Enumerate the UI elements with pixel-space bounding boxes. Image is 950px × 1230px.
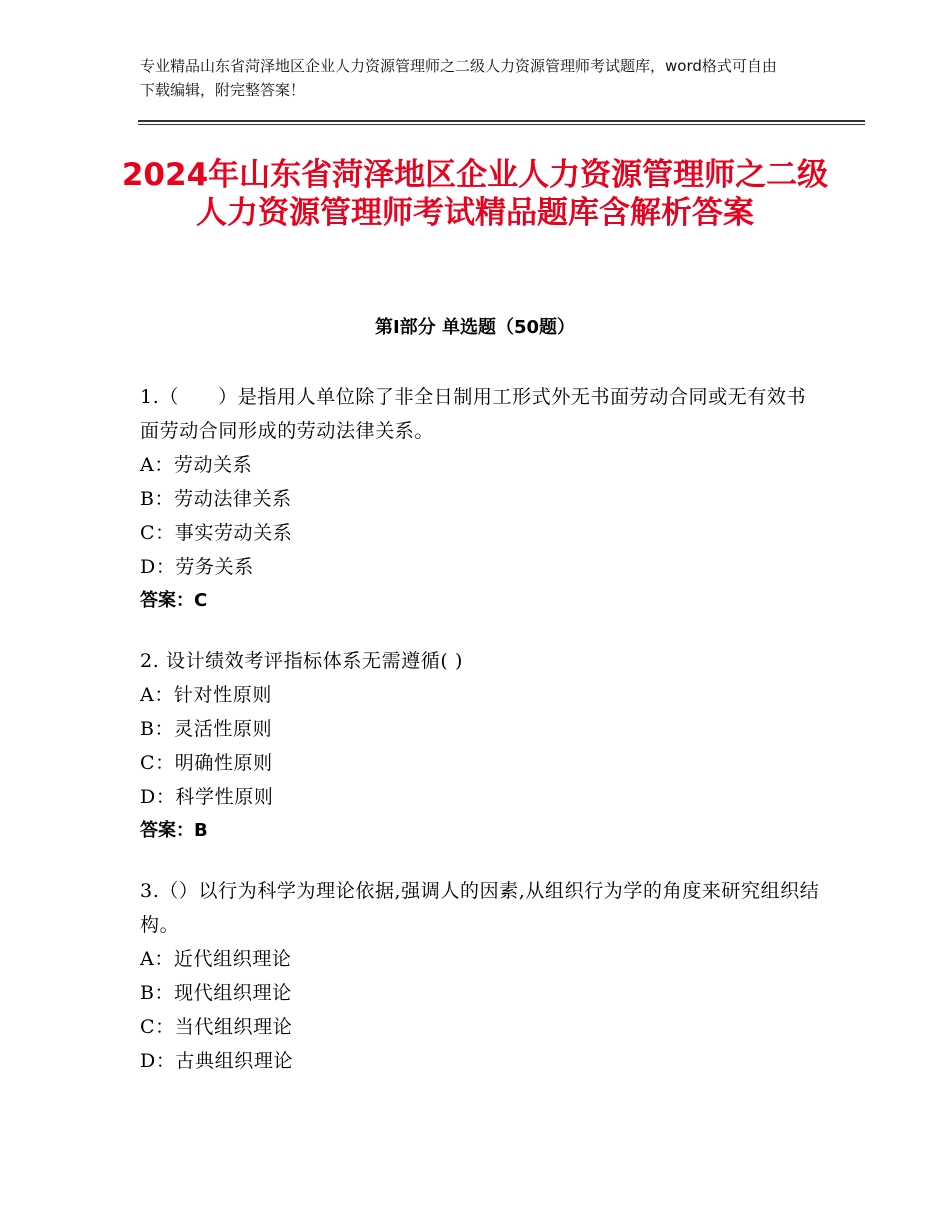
option-a: A：针对性原则 <box>140 684 272 706</box>
header-note: 专业精品山东省菏泽地区企业人力资源管理师之二级人力资源管理师考试题库，word格式可自由下载编辑，附完整答案！ <box>140 57 777 99</box>
option-c: C：当代组织理论 <box>140 1016 293 1038</box>
document-title: 2024年山东省菏泽地区企业人力资源管理师之二级人力资源管理师考试精品题库含解析答案 <box>121 157 829 231</box>
question-text: 3.（）以行为科学为理论依据,强调人的因素,从组织行为学的角度来研究组织结构。 <box>140 880 820 936</box>
answer-label: 答案：C <box>140 590 208 611</box>
option-b: B：劳动法律关系 <box>140 488 292 510</box>
answer-label: 答案：B <box>140 820 208 841</box>
question-3 <box>140 874 820 1078</box>
header-divider <box>138 120 865 122</box>
option-c: C：明确性原则 <box>140 752 273 774</box>
header-divider-thin <box>138 124 865 125</box>
option-d: D：劳务关系 <box>140 556 254 578</box>
option-d: D：科学性原则 <box>140 786 274 808</box>
option-c: C：事实劳动关系 <box>140 522 293 544</box>
question-2 <box>140 644 820 848</box>
option-b: B：现代组织理论 <box>140 982 292 1004</box>
question-text: 1.（ ）是指用人单位除了非全日制用工形式外无书面劳动合同或无有效书面劳动合同形成的劳动法律关系。 <box>140 386 807 442</box>
question-text: 2. 设计绩效考评指标体系无需遵循( ) <box>140 650 464 672</box>
option-d: D：古典组织理论 <box>140 1050 294 1072</box>
option-a: A：近代组织理论 <box>140 948 292 970</box>
option-a: A：劳动关系 <box>140 454 253 476</box>
question-1 <box>140 380 820 618</box>
question-list <box>140 380 820 1104</box>
section-title: 第Ⅰ部分 单选题（50题） <box>374 317 575 338</box>
option-b: B：灵活性原则 <box>140 718 273 740</box>
